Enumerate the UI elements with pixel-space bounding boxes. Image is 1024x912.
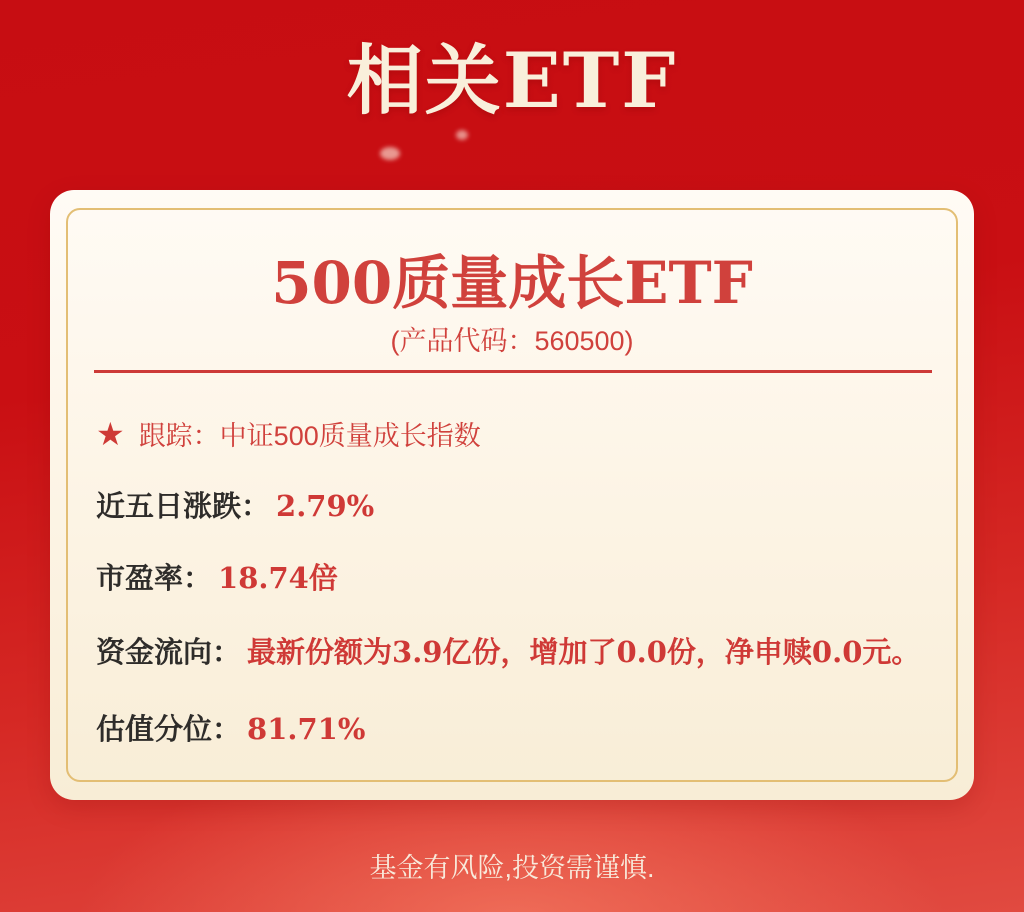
metric-row-pe-ratio	[96, 556, 928, 597]
risk-disclaimer: 基金有风险,投资需谨慎.	[369, 853, 655, 883]
metric-label: 资金流向：	[96, 637, 242, 669]
metric-value: 2.79%	[276, 489, 375, 523]
star-icon: ★	[96, 415, 125, 452]
metric-value: 18.74倍	[218, 561, 338, 595]
metric-row-five-day-change	[96, 484, 928, 525]
metric-row-valuation-percentile	[96, 707, 928, 748]
metric-label: 市盈率：	[96, 563, 213, 595]
metric-label: 近五日涨跌：	[96, 491, 271, 523]
title-divider	[94, 370, 932, 373]
sparkle-dot-small	[456, 130, 468, 140]
metric-label: 估值分位：	[96, 714, 242, 746]
metric-row-fund-flow	[96, 630, 928, 671]
etf-info-card	[50, 190, 974, 800]
tracking-index-text: 跟踪：中证500质量成长指数	[138, 421, 481, 451]
metric-value: 81.71%	[247, 712, 366, 746]
metric-value: 最新份额为3.9亿份，增加了0.0份，净申赎0.0元。	[247, 635, 921, 669]
etf-product-code: (产品代码：560500)	[390, 326, 634, 356]
page-title: 相关ETF	[346, 36, 678, 125]
sparkle-dot-large	[380, 147, 400, 160]
tracking-index-row	[96, 414, 481, 453]
etf-name: 500质量成长ETF	[271, 249, 753, 317]
